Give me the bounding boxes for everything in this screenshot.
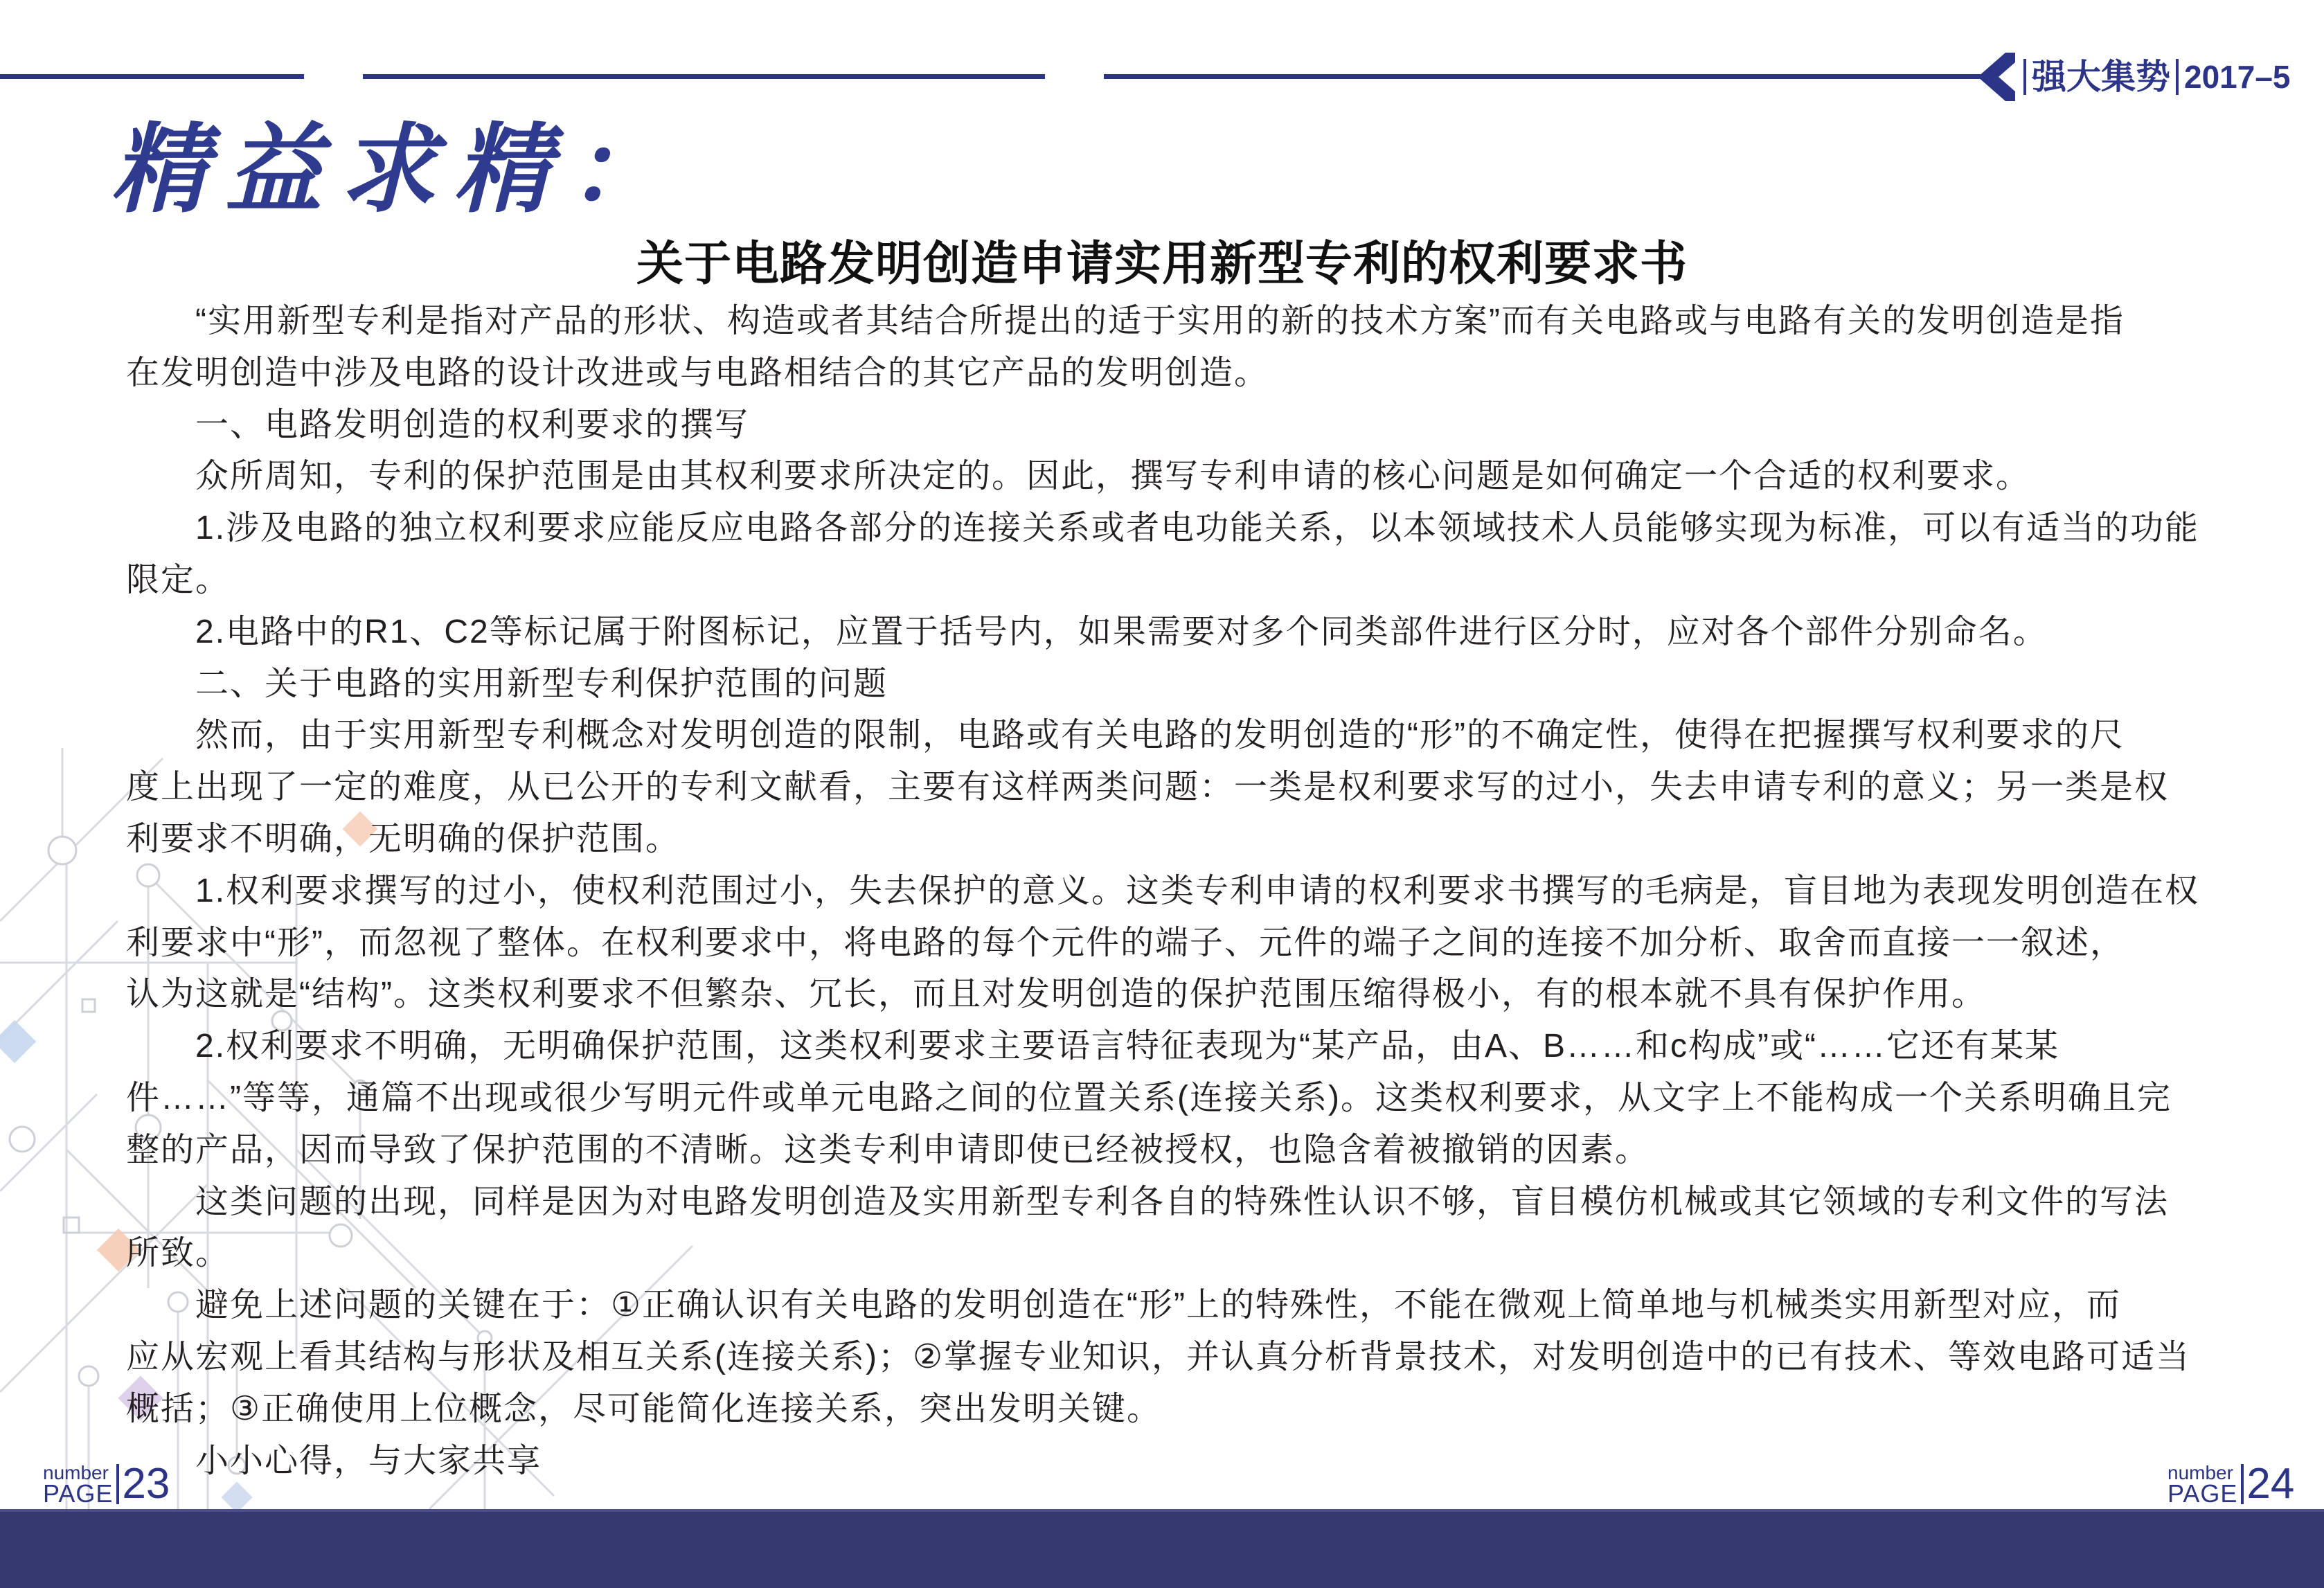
numbered-paragraph xyxy=(126,607,2259,659)
paragraph-line: 利要求中“形”，而忽视了整体。在权利要求中，将电路的每个元件的端子、元件的端子之间的连接不加分析、取舍而直接一一叙述， xyxy=(126,924,2125,961)
page-number-value: 23 xyxy=(122,1460,170,1508)
paragraph-line: 利要求不明确，无明确的保护范围。 xyxy=(126,820,681,857)
paragraph xyxy=(126,1177,2259,1281)
paragraph-line: 概括；③正确使用上位概念，尽可能简化连接关系，突出发明关键。 xyxy=(126,1390,1162,1427)
page-number-separator xyxy=(116,1464,119,1504)
section-heading-line: 一、电路发明创造的权利要求的撰写 xyxy=(195,406,750,443)
paragraph-line: 这类问题的出现，同样是因为对电路发明创造及实用新型专利各自的特殊性认识不够，盲目模仿机械或其它领域的专利文件的写法 xyxy=(195,1183,2170,1220)
masthead-brand: 强大集势 xyxy=(2032,57,2170,96)
circuit-trace xyxy=(0,921,118,1039)
chevron-left-icon-shape xyxy=(1978,53,2015,101)
paragraph-line: 2.权利要求不明确，无明确保护范围，这类权利要求主要语言特征表现为“某产品，由A、B……和c构成”或“……它还有某某 xyxy=(195,1028,2060,1065)
page-number-right xyxy=(2167,1460,2295,1508)
column-title: 精益求精： xyxy=(111,113,683,226)
page-number-value: 24 xyxy=(2246,1460,2295,1508)
paragraph-line: 2.电路中的R1、C2等标记属于附图标记，应置于括号内，如果需要对多个同类部件进行区分时，应对各个部件分别命名。 xyxy=(195,613,2048,650)
chevron-left-icon xyxy=(1978,53,2017,101)
paragraph-line: 所致。 xyxy=(126,1235,231,1272)
header-rule xyxy=(0,74,304,79)
masthead-separator xyxy=(2023,59,2026,95)
page-number-caption: number xyxy=(2167,1461,2233,1483)
paragraph-line: 众所周知，专利的保护范围是由其权利要求所决定的。因此，撰写专利申请的核心问题是如何确定一个合适的权利要求。 xyxy=(195,458,2031,495)
paragraph-line: 应从宏观上看其结构与形状及相互关系(连接关系)；②掌握专业知识，并认真分析背景技术，对发明创造中的已有技术、等效电路可适当 xyxy=(126,1338,2191,1375)
closing-paragraph xyxy=(126,1436,2259,1488)
section-heading-1 xyxy=(126,400,2259,452)
page-number-label: PAGE xyxy=(43,1479,114,1508)
page-number-left xyxy=(43,1460,170,1508)
masthead xyxy=(2023,55,2291,98)
paragraph-line: 1.权利要求撰写的过小，使权利范围过小，失去保护的意义。这类专利申请的权利要求书撰写的毛病是，盲目地为表现发明创造在权 xyxy=(195,872,2200,909)
numbered-paragraph xyxy=(126,1021,2259,1176)
paragraph-line: 1.涉及电路的独立权利要求应能反应电路各部分的连接关系或者电功能关系，以本领域技术人员能够实现为标准，可以有适当的功能 xyxy=(195,510,2200,547)
page-number-labels xyxy=(43,1463,113,1506)
circuit-pad xyxy=(82,999,95,1012)
page-number-caption: number xyxy=(43,1461,109,1483)
circuit-node xyxy=(10,1127,35,1152)
intro-paragraph xyxy=(126,296,2259,400)
paragraph-line: 限定。 xyxy=(126,561,231,598)
paragraph-line: 避免上述问题的关键在于：①正确认识有关电路的发明创造在“形”上的特殊性，不能在微观上简单地与机械类实用新型对应，而 xyxy=(195,1287,2122,1324)
masthead-issue: 2017–5 xyxy=(2184,59,2291,95)
paragraph xyxy=(126,1280,2259,1435)
paragraph-line: 小小心得，与大家共享 xyxy=(195,1442,542,1479)
footer-bar xyxy=(0,1509,2324,1588)
article-body xyxy=(126,296,2259,1487)
circuit-node xyxy=(79,1366,98,1386)
decor-diamond xyxy=(0,1020,36,1063)
paragraph-line: “实用新型专利是指对产品的形状、构造或者其结合所提出的适于实用的新的技术方案”而有关电路或与电路有关的发明创造是指 xyxy=(195,303,2125,339)
circuit-pads xyxy=(64,999,95,1233)
page-number-label: PAGE xyxy=(2167,1479,2238,1508)
paragraph-line: 件……”等等，通篇不出现或很少写明元件或单元电路之间的位置关系(连接关系)。这类权利要求，从文字上不能构成一个关系明确且完 xyxy=(126,1079,2172,1116)
numbered-paragraph xyxy=(126,866,2259,1021)
page-number-labels xyxy=(2167,1463,2237,1506)
article-title: 关于电路发明创造申请实用新型专利的权利要求书 xyxy=(636,238,1688,290)
header-rule xyxy=(1104,74,1981,79)
paragraph-line: 在发明创造中涉及电路的设计改进或与电路相结合的其它产品的发明创造。 xyxy=(126,354,1269,391)
section-heading-2 xyxy=(126,659,2259,711)
header-rule xyxy=(363,74,1045,79)
paragraph-line: 度上出现了一定的难度，从已公开的专利文献看，主要有这样两类问题：一类是权利要求写的过小，失去申请专利的意义；另一类是权 xyxy=(126,769,2170,806)
section-heading-line: 二、关于电路的实用新型专利保护范围的问题 xyxy=(195,665,888,702)
page-number-separator xyxy=(2241,1464,2244,1504)
circuit-node xyxy=(48,837,76,864)
paragraph xyxy=(126,710,2259,865)
paragraph-line: 认为这就是“结构”。这类权利要求不但繁杂、冗长，而且对发明创造的保护范围压缩得极小，有的根本就不具有保护作用。 xyxy=(126,976,1986,1013)
paragraph-line: 整的产品，因而导致了保护范围的不清晰。这类专利申请即使已经被授权，也隐含着被撤销的因素。 xyxy=(126,1131,1650,1168)
paragraph xyxy=(126,451,2259,503)
paragraph-line: 然而，由于实用新型专利概念对发明创造的限制，电路或有关电路的发明创造的“形”的不确定性，使得在把握撰写权利要求的尺 xyxy=(195,717,2125,754)
numbered-paragraph xyxy=(126,503,2259,607)
masthead-separator xyxy=(2176,59,2179,95)
